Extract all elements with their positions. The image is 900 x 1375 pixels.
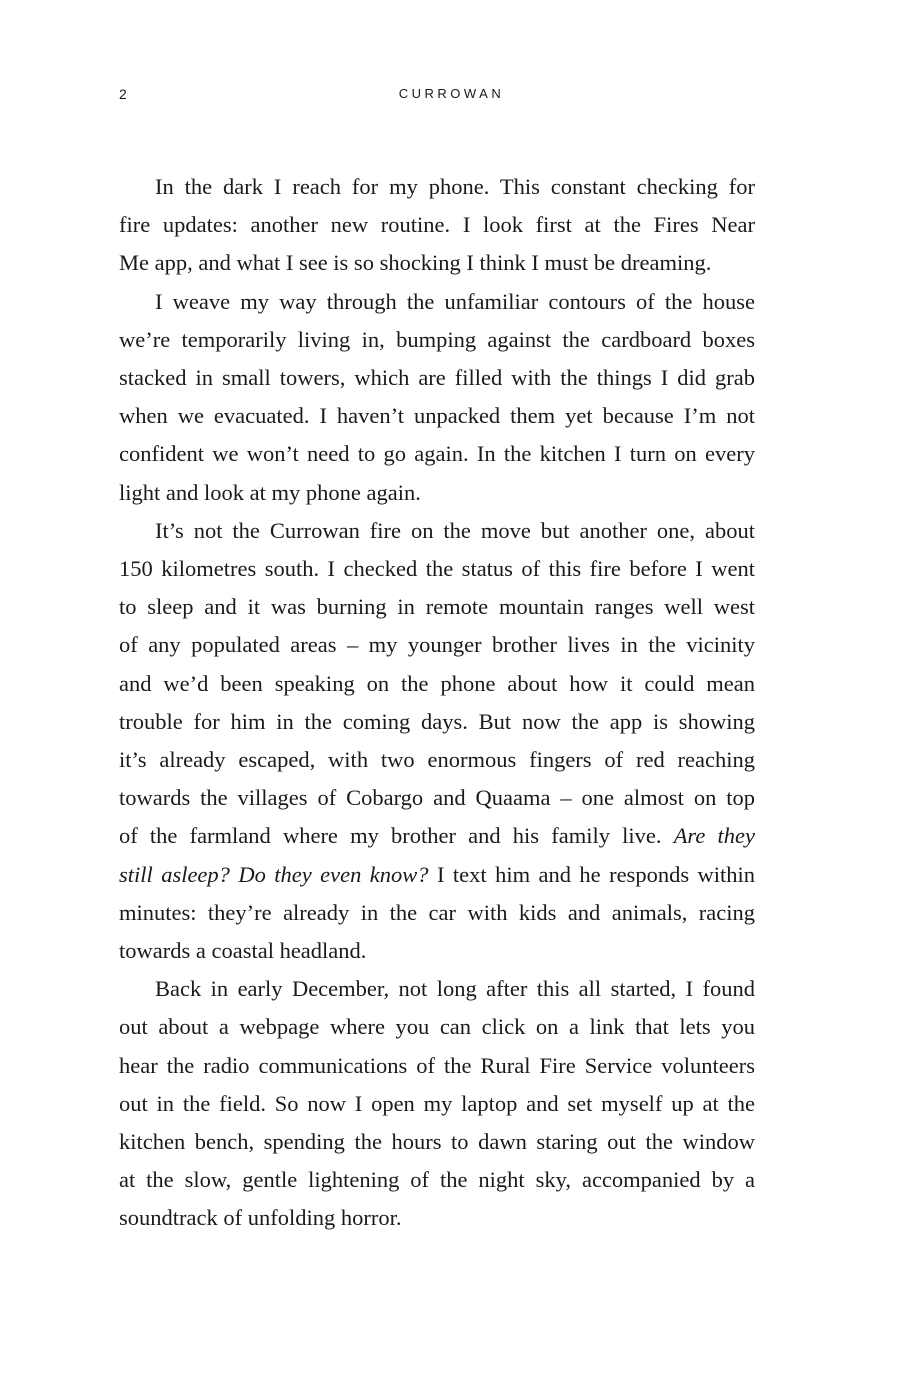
running-title: CURROWAN xyxy=(398,86,505,101)
text-line xyxy=(119,817,755,855)
text-line: when we evacuated. I haven’t unpacked them yet because I’m not xyxy=(119,403,755,429)
text-line: In the dark I reach for my phone. This constant checking for xyxy=(155,174,755,199)
paragraph xyxy=(119,168,755,283)
text-line: I weave my way through the unfamiliar contours of the house xyxy=(155,288,755,314)
text-line: towards the villages of Cobargo and Quaama – one almost on top xyxy=(119,785,755,811)
running-head xyxy=(119,86,754,110)
text-line: light and look at my phone again. xyxy=(119,479,421,505)
page-number: 2 xyxy=(119,86,127,102)
text-run: I text him and he responds within xyxy=(428,861,756,887)
text-line: minutes: they’re already in the car with kids and animals, racing xyxy=(119,899,755,925)
paragraph xyxy=(119,512,755,970)
text-line: Me app, and what I see is so shocking I think I must be dreaming. xyxy=(119,250,712,276)
paragraph xyxy=(119,970,755,1237)
body-text xyxy=(119,168,755,1238)
text-line: to sleep and it was burning in remote mountain ranges well west xyxy=(119,594,755,620)
text-line: trouble for him in the coming days. But now the app is showing xyxy=(119,708,755,734)
text-line: and we’d been speaking on the phone about how it could mean xyxy=(119,670,755,696)
text-line: stacked in small towers, which are filled with the things I did grab xyxy=(119,365,755,391)
text-line: soundtrack of unfolding horror. xyxy=(119,1205,402,1231)
text-line: 150 kilometres south. I checked the status of this fire before I went xyxy=(119,556,755,582)
paragraph xyxy=(119,283,755,512)
italic-text: Are they xyxy=(673,823,755,849)
text-run: of the farmland where my brother and his family live. xyxy=(119,823,674,849)
text-line: Back in early December, not long after this all started, I found xyxy=(155,976,755,1002)
text-line: hear the radio communications of the Rural Fire Service volunteers xyxy=(119,1052,755,1078)
text-line: towards a coastal headland. xyxy=(119,938,367,964)
text-line: fire updates: another new routine. I look first at the Fires Near xyxy=(119,212,755,238)
text-line: we’re temporarily living in, bumping against the cardboard boxes xyxy=(119,326,755,352)
text-line: confident we won’t need to go again. In the kitchen I turn on every xyxy=(119,441,755,467)
text-line: It’s not the Currowan fire on the move but another one, about xyxy=(155,517,755,543)
text-line xyxy=(119,856,755,894)
text-line: at the slow, gentle lightening of the night sky, accompanied by a xyxy=(119,1167,755,1193)
text-line: kitchen bench, spending the hours to dawn staring out the window xyxy=(119,1129,755,1155)
italic-text: still asleep? Do they even know? xyxy=(119,861,429,887)
text-line: out about a webpage where you can click on a link that lets you xyxy=(119,1014,755,1040)
text-line: it’s already escaped, with two enormous fingers of red reaching xyxy=(119,747,755,773)
text-line: of any populated areas – my younger brother lives in the vicinity xyxy=(119,632,755,658)
text-line: out in the field. So now I open my laptop and set myself up at the xyxy=(119,1090,755,1116)
